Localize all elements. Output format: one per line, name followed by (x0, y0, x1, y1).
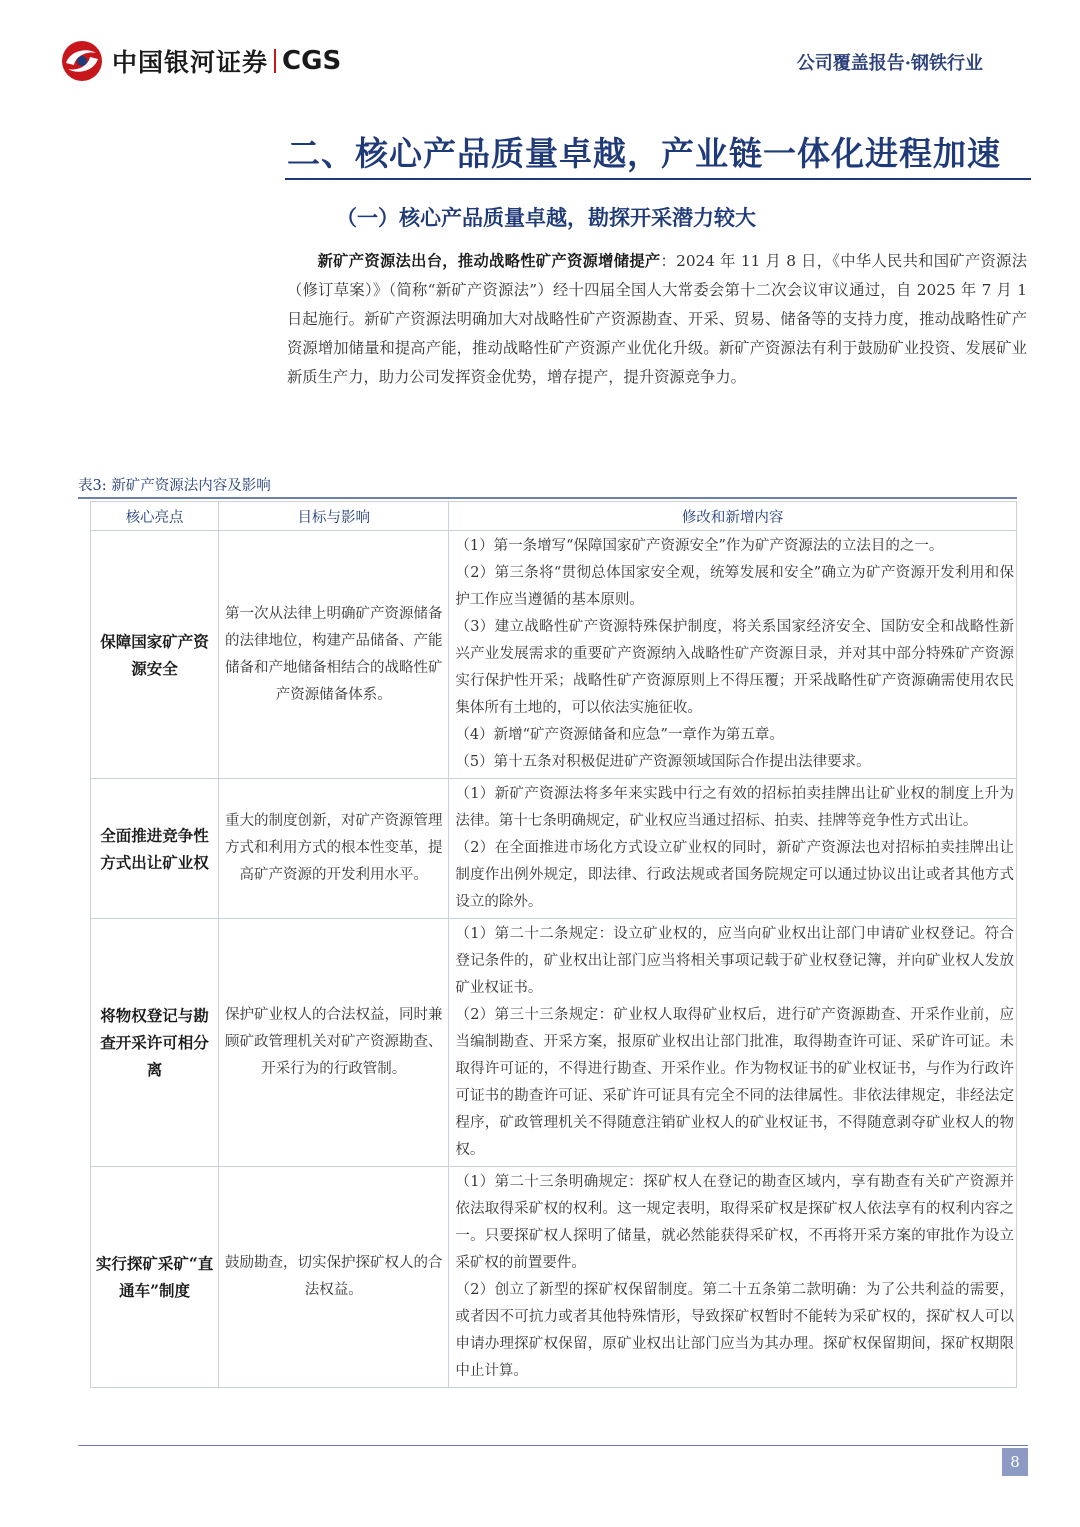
table-row (91, 1167, 1017, 1388)
section-title: 二、核心产品质量卓越，产业链一体化进程加速 (287, 134, 1001, 173)
report-type: 公司覆盖报告·钢铁行业 (796, 53, 983, 74)
row-mod (449, 779, 1017, 919)
row-key: 将物权登记与勘查开采许可相分离 (91, 919, 219, 1167)
page-header (0, 0, 1080, 110)
row-key: 实行探矿采矿“直通车”制度 (91, 1167, 219, 1388)
mod-item: （1）新矿产资源法将多年来实践中行之有效的招标拍卖挂牌出让矿业权的制度上升为法律。第十七条明确规定，矿业权应当通过招标、拍卖、挂牌等竞争性方式出让。 (455, 786, 1014, 829)
paragraph-lead: 新矿产资源法出台，推动战略性矿产资源增储提产 (317, 252, 661, 270)
mod-item: （1）第一条增写“保障国家矿产资源安全”作为矿产资源法的立法目的之一。 (455, 538, 944, 554)
section-title-rule (285, 178, 1031, 180)
row-goal: 重大的制度创新，对矿产资源管理方式和利用方式的根本性变革，提高矿产资源的开发利用水平。 (219, 779, 449, 919)
mod-item: （2）创立了新型的探矿权保留制度。第二十五条第二款明确：为了公共利益的需要，或者因不可抗力或者其他特殊情形，导致探矿权暂时不能转为采矿权的，探矿权人可以申请办理探矿权保留，原矿业权出让部门应当为其办理。探矿权保留期间，探矿权期限中止计算。 (455, 1282, 1014, 1379)
law-impact-table (90, 501, 1017, 1388)
row-mod (449, 919, 1017, 1167)
subsection-title: （一）核心产品质量卓越，勘探开采潜力较大 (336, 205, 756, 230)
row-key: 全面推进竞争性方式出让矿业权 (91, 779, 219, 919)
mod-item: （2）在全面推进市场化方式设立矿业权的同时，新矿产资源法也对招标拍卖挂牌出让制度作出例外规定，即法律、行政法规或者国务院规定可以通过协议出让或者其他方式设立的除外。 (455, 840, 1014, 910)
logo-divider (274, 49, 276, 73)
mod-item: （2）第三十三条规定：矿业权人取得矿业权后，进行矿产资源勘查、开采作业前，应当编制勘查、开采方案，报原矿业权出让部门批准，取得勘查许可证、采矿许可证。未取得许可证的，不得进行勘查、开采作业。作为物权证书的矿业权证书，与作为行政许可证书的勘查许可证、采矿许可证具有完全不同的法律属性。非依法律规定，非经法定程序，矿政管理机关不得随意注销矿业权人的矿业权证书，不得随意剥夺矿业权人的物权。 (455, 1007, 1014, 1158)
header-key: 核心亮点 (91, 502, 219, 531)
table-caption: 表3: 新矿产资源法内容及影响 (78, 478, 271, 494)
table-row (91, 779, 1017, 919)
paragraph-body: ：2024 年 11 月 8 日，《中华人民共和国矿产资源法（修订草案）》（简称“新矿产资源法”）经十四届全国人大常委会第十二次会议审议通过，自 2025 年 7 月 1 日起施行。新矿产资源法明确加大对战略性矿产资源勘查、开采、贸易、储备等的支持力度，推动战略性矿产资源增加储量和提高产能，推动战略性矿产资源产业优化升级。新矿产资源法有利于鼓励矿业投资、发展矿业新质生产力，助力公司发挥资金优势，增存提产，提升资源竞争力。 (287, 252, 1027, 386)
footer-rule (78, 1445, 1028, 1446)
row-goal: 保护矿业权人的合法权益，同时兼顾矿政管理机关对矿产资源勘查、开采行为的行政管制。 (219, 919, 449, 1167)
cgs-logo (60, 40, 341, 82)
header-mod: 修改和新增内容 (449, 502, 1017, 531)
table-caption-rule (78, 497, 1017, 499)
header-goal: 目标与影响 (219, 502, 449, 531)
mod-item: （3）建立战略性矿产资源特殊保护制度，将关系国家经济安全、国防安全和战略性新兴产业发展需求的重要矿产资源纳入战略性矿产资源目录，并对其中部分特殊矿产资源实行保护性开采；战略性矿产资源原则上不得压覆；开采战略性矿产资源确需使用农民集体所有土地的，可以依法实施征收。 (455, 619, 1014, 716)
galaxy-swirl-icon (60, 39, 104, 83)
mod-item: （2）第三条将“贯彻总体国家安全观，统筹发展和安全”确立为矿产资源开发利用和保护工作应当遵循的基本原则。 (455, 565, 1014, 608)
row-mod (449, 1167, 1017, 1388)
table-row (91, 919, 1017, 1167)
mod-item: （1）第二十三条明确规定：探矿权人在登记的勘查区域内，享有勘查有关矿产资源并依法取得采矿权的权利。这一规定表明，取得采矿权是探矿权人依法享有的权利内容之一。只要探矿权人探明了储量，就必然能获得采矿权，不再将开采方案的审批作为设立采矿权的前置要件。 (455, 1174, 1014, 1271)
mod-item: （1）第二十二条规定：设立矿业权的，应当向矿业权出让部门申请矿业权登记。符合登记条件的，矿业权出让部门应当将相关事项记载于矿业权登记簿，并向矿业权人发放矿业权证书。 (455, 926, 1014, 996)
table-header-row (91, 502, 1017, 531)
mod-item: （4）新增“矿产资源储备和应急”一章作为第五章。 (455, 727, 784, 743)
body-paragraph (287, 247, 1027, 392)
mod-item: （5）第十五条对积极促进矿产资源领域国际合作提出法律要求。 (455, 754, 871, 770)
logo-text: 中国银河证券 (112, 48, 269, 77)
table-row (91, 531, 1017, 779)
row-goal: 第一次从法律上明确矿产资源储备的法律地位，构建产品储备、产能储备和产地储备相结合的战略性矿产资源储备体系。 (219, 531, 449, 779)
logo-cgs: CGS (282, 46, 342, 76)
row-mod (449, 531, 1017, 779)
row-goal: 鼓励勘查，切实保护探矿权人的合法权益。 (219, 1167, 449, 1388)
row-key: 保障国家矿产资源安全 (91, 531, 219, 779)
page-number: 8 (1002, 1448, 1028, 1476)
